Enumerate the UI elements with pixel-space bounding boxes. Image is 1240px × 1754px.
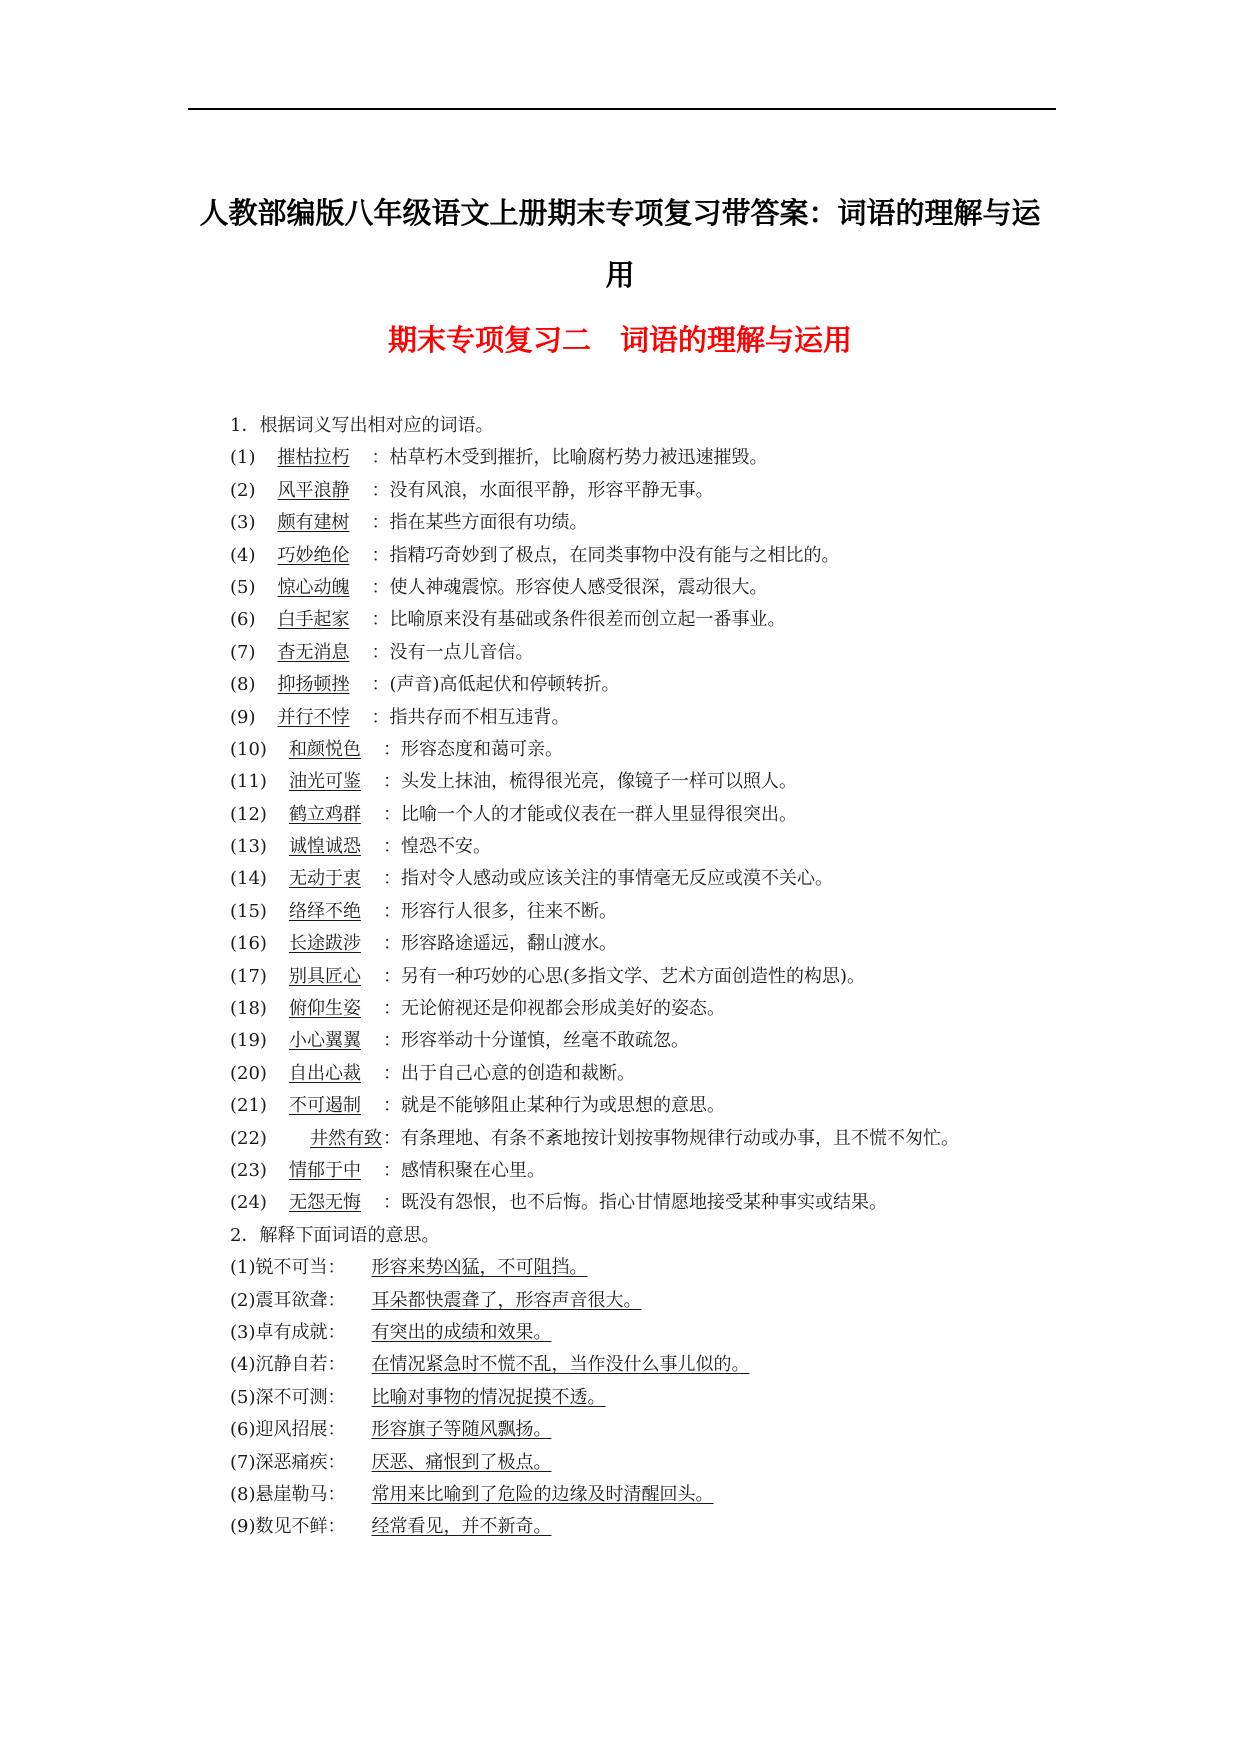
- list-item: [188, 928, 1060, 960]
- answer-blank: 颇有建树: [277, 512, 350, 534]
- item-definition: ：没有一点儿音信。: [371, 641, 534, 663]
- answer-blank: 井然有致: [309, 1127, 382, 1149]
- item-number: (11): [230, 771, 267, 793]
- answer-blank: 长途跋涉: [288, 933, 361, 955]
- item-number: (3): [230, 1321, 256, 1343]
- item-definition: ：出于自己心意的创造和裁断。: [382, 1062, 635, 1084]
- item-number: (8): [230, 1483, 256, 1505]
- item-number: (21): [230, 1095, 267, 1117]
- item-definition: ：比喻一个人的才能或仪表在一群人里显得很突出。: [382, 803, 797, 825]
- answer-blank: 并行不悖: [277, 706, 350, 728]
- item-number: (1): [230, 447, 256, 469]
- item-number: (2): [230, 479, 256, 501]
- item-word: 卓有成就：: [255, 1321, 346, 1343]
- item-definition: ：比喻原来没有基础或条件很差而创立起一番事业。: [371, 609, 786, 631]
- item-number: (7): [230, 641, 256, 663]
- item-number: (5): [230, 576, 256, 598]
- answer-blank: 形容来势凶猛，不可阻挡。: [371, 1257, 588, 1279]
- item-number: (22): [230, 1127, 267, 1149]
- list-item: [188, 961, 1060, 993]
- item-number: (6): [230, 609, 256, 631]
- item-definition: ：形容举动十分谨慎，丝毫不敢疏忽。: [382, 1030, 689, 1052]
- answer-blank: 自出心裁: [288, 1062, 361, 1084]
- item-definition: ：指对令人感动或应该关注的事情毫无反应或漠不关心。: [382, 868, 833, 890]
- item-definition: ：形容行人很多，往来不断。: [382, 900, 617, 922]
- list-item: [188, 1285, 1060, 1317]
- list-item: [188, 1123, 1060, 1155]
- answer-blank: 风平浪静: [277, 479, 350, 501]
- answer-blank: 耳朵都快震聋了，形容声音很大。: [371, 1289, 642, 1311]
- item-number: (9): [230, 1516, 256, 1538]
- item-word: 数见不鲜：: [255, 1516, 346, 1538]
- list-item: [188, 799, 1060, 831]
- item-definition: ：枯草朽木受到摧折，比喻腐朽势力被迅速摧毁。: [371, 447, 768, 469]
- item-definition: ：就是不能够阻止某种行为或思想的意思。: [382, 1095, 725, 1117]
- item-number: (4): [230, 544, 256, 566]
- item-definition: ：有条理地、有条不紊地按计划按事物规律行动或办事，且不慌不匆忙。: [382, 1127, 959, 1149]
- answer-blank: 小心翼翼: [288, 1030, 361, 1052]
- item-number: (24): [230, 1192, 267, 1214]
- answer-blank: 油光可鉴: [288, 771, 361, 793]
- list-item: [188, 604, 1060, 636]
- answer-blank: 有突出的成绩和效果。: [371, 1321, 552, 1343]
- item-number: (14): [230, 868, 267, 890]
- answer-blank: 在情况紧急时不慌不乱，当作没什么事儿似的。: [371, 1354, 750, 1376]
- list-item: [188, 702, 1060, 734]
- answer-blank: 摧枯拉朽: [277, 447, 350, 469]
- item-number: (10): [230, 738, 267, 760]
- item-definition: ：感情积聚在心里。: [382, 1160, 545, 1181]
- item-number: (3): [230, 512, 256, 534]
- list-item: [188, 766, 1060, 798]
- answer-blank: 情郁于中: [288, 1160, 361, 1181]
- item-number: (4): [230, 1354, 256, 1376]
- item-number: (5): [230, 1386, 256, 1408]
- exercise-content: [188, 410, 1060, 1544]
- item-number: (23): [230, 1160, 267, 1181]
- item-definition: ：无论俯视还是仰视都会形成美好的姿态。: [382, 998, 725, 1020]
- answer-blank: 无动于衷: [288, 868, 361, 890]
- question-1-heading: 1．根据词义写出相对应的词语。: [230, 415, 494, 436]
- item-word: 震耳欲聋：: [255, 1289, 346, 1311]
- answer-blank: 不可遏制: [288, 1095, 361, 1117]
- answer-blank: 常用来比喻到了危险的边缘及时清醒回头。: [371, 1483, 714, 1505]
- answer-blank: 和颜悦色: [288, 738, 361, 760]
- answer-blank: 诚惶诚恐: [288, 836, 361, 858]
- item-definition: ：既没有怨恨，也不后悔。指心甘情愿地接受某种事实或结果。: [382, 1192, 887, 1214]
- answer-blank: 厌恶、痛恨到了极点。: [371, 1451, 552, 1473]
- item-number: (2): [230, 1289, 256, 1311]
- answer-blank: 杳无消息: [277, 641, 350, 663]
- item-definition: ：没有风浪，水面很平静，形容平静无事。: [371, 479, 714, 501]
- item-word: 深恶痛疾：: [255, 1451, 346, 1473]
- list-item: [188, 734, 1060, 766]
- list-item: [188, 1058, 1060, 1090]
- item-word: 深不可测：: [255, 1386, 346, 1408]
- item-number: (1): [230, 1257, 256, 1279]
- list-item: [188, 1317, 1060, 1349]
- item-number: (9): [230, 706, 256, 728]
- list-item: [188, 831, 1060, 863]
- item-number: (7): [230, 1451, 256, 1473]
- item-number: (19): [230, 1030, 267, 1052]
- question-2-list: [188, 1252, 1060, 1544]
- list-item: [188, 1252, 1060, 1284]
- item-number: (17): [230, 965, 267, 987]
- answer-blank: 无怨无悔: [288, 1192, 361, 1214]
- item-definition: ：使人神魂震惊。形容使人感受很深，震动很大。: [371, 576, 768, 598]
- answer-blank: 经常看见，并不新奇。: [371, 1516, 552, 1538]
- list-item: [188, 1511, 1060, 1543]
- item-word: 沉静自若：: [255, 1354, 346, 1376]
- item-definition: ：形容态度和蔼可亲。: [382, 738, 563, 760]
- section-title: 期末专项复习二 词语的理解与运用: [387, 323, 852, 357]
- answer-blank: 别具匠心: [288, 965, 361, 987]
- list-item: [188, 507, 1060, 539]
- list-item: [188, 1447, 1060, 1479]
- item-number: (15): [230, 900, 267, 922]
- question-2-heading: 2．解释下面词语的意思。: [230, 1224, 440, 1246]
- list-item: [188, 669, 1060, 701]
- list-item: [188, 896, 1060, 928]
- answer-blank: 白手起家: [277, 609, 350, 631]
- item-word: 迎风招展：: [255, 1419, 346, 1441]
- item-number: (8): [230, 674, 256, 696]
- item-number: (20): [230, 1062, 267, 1084]
- list-item: [188, 1479, 1060, 1511]
- list-item: [188, 572, 1060, 604]
- answer-blank: 俯仰生姿: [288, 998, 361, 1020]
- item-word: 锐不可当：: [255, 1257, 346, 1279]
- answer-blank: 形容旗子等随风飘扬。: [371, 1419, 552, 1441]
- list-item: [188, 1414, 1060, 1446]
- list-item: [188, 442, 1060, 474]
- list-item: [188, 1349, 1060, 1381]
- item-definition: ：指精巧奇妙到了极点，在同类事物中没有能与之相比的。: [371, 544, 840, 566]
- answer-blank: 巧妙绝伦: [277, 544, 350, 566]
- answer-blank: 惊心动魄: [277, 576, 350, 598]
- item-definition: ：指共存而不相互违背。: [371, 706, 570, 728]
- document-title: [180, 182, 1060, 306]
- item-number: (18): [230, 998, 267, 1020]
- list-item: [188, 637, 1060, 669]
- item-word: 悬崖勒马：: [255, 1483, 346, 1505]
- item-number: (13): [230, 836, 267, 858]
- list-item: [188, 540, 1060, 572]
- header-rule: [188, 108, 1056, 110]
- list-item: [188, 863, 1060, 895]
- answer-blank: 比喻对事物的情况捉摸不透。: [371, 1386, 606, 1408]
- list-item: [188, 1025, 1060, 1057]
- title-line-2: 用: [605, 258, 635, 292]
- item-definition: ：惶恐不安。: [382, 836, 491, 858]
- answer-blank: 络绎不绝: [288, 900, 361, 922]
- item-definition: ：头发上抹油，梳得很光亮，像镜子一样可以照人。: [382, 771, 797, 793]
- title-line-1: 人教部编版八年级语文上册期末专项复习带答案：词语的理解与运: [199, 196, 1041, 230]
- list-item: [188, 993, 1060, 1025]
- list-item: [188, 475, 1060, 507]
- item-definition: ：(声音)高低起伏和停顿转折。: [371, 674, 620, 696]
- item-number: (16): [230, 933, 267, 955]
- question-1-list: [188, 442, 1060, 1219]
- list-item: [188, 1382, 1060, 1414]
- item-definition: ：形容路途遥远，翻山渡水。: [382, 933, 617, 955]
- item-definition: ：另有一种巧妙的心思(多指文学、艺术方面创造性的构思)。: [382, 965, 865, 987]
- item-number: (6): [230, 1419, 256, 1441]
- item-number: (12): [230, 803, 267, 825]
- list-item: [188, 1090, 1060, 1122]
- answer-blank: 鹤立鸡群: [288, 803, 361, 825]
- list-item: [188, 1187, 1060, 1219]
- item-definition: ：指在某些方面很有功绩。: [371, 512, 588, 534]
- list-item: [188, 1155, 1060, 1187]
- answer-blank: 抑扬顿挫: [277, 674, 350, 696]
